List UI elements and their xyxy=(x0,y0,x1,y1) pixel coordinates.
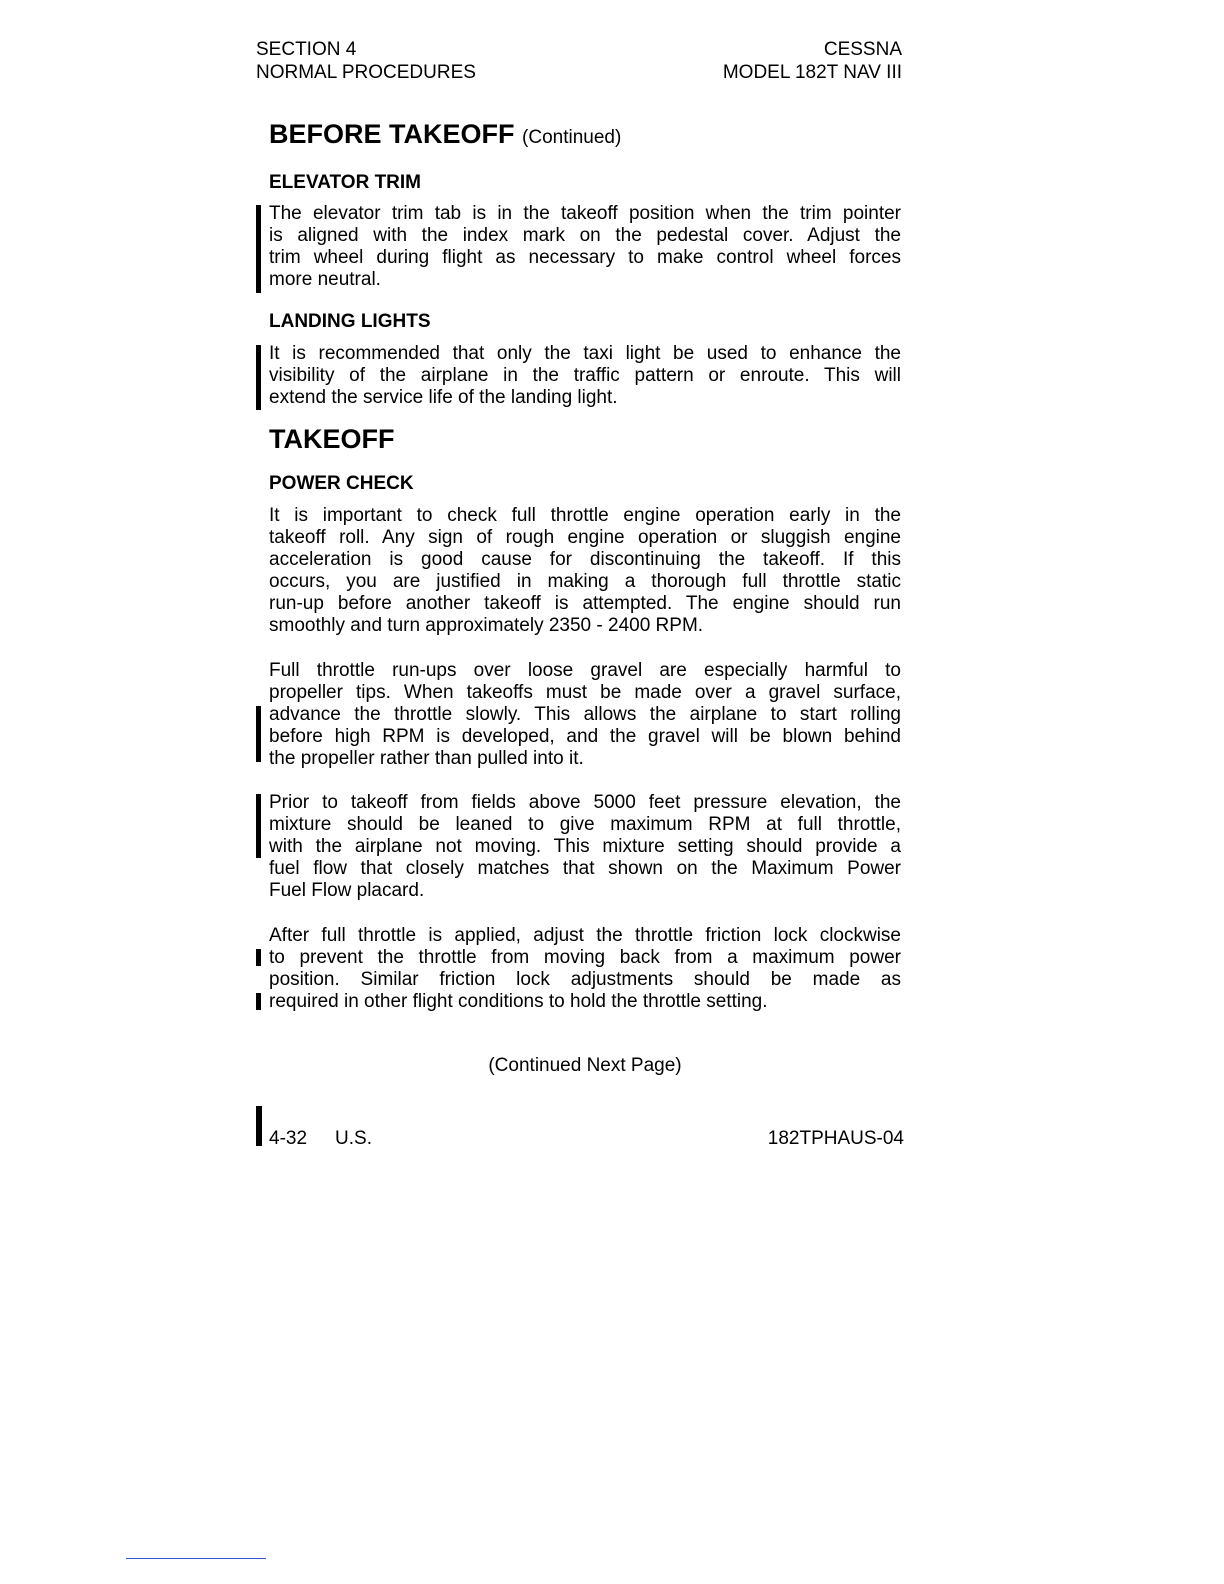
text-line: acceleration is good cause for discontinuing the takeoff. If this xyxy=(269,549,901,570)
text-line: After full throttle is applied, adjust the throttle friction lock clockwise xyxy=(269,925,901,946)
landing-lights-heading: LANDING LIGHTS xyxy=(269,311,431,332)
manufacturer-label: CESSNA xyxy=(823,39,902,60)
text-line: extend the service life of the landing light. xyxy=(269,387,618,408)
takeoff-heading: TAKEOFF xyxy=(269,424,395,454)
bottom-rule xyxy=(126,1558,266,1559)
section-title: NORMAL PROCEDURES xyxy=(256,62,476,83)
text-line: run-up before another takeoff is attempted. The engine should run xyxy=(269,593,901,614)
text-line: position. Similar friction lock adjustments should be made as xyxy=(269,969,901,990)
before-takeoff-title: BEFORE TAKEOFF xyxy=(269,119,515,149)
text-line: is aligned with the index mark on the pedestal cover. Adjust the xyxy=(269,225,901,246)
power-check-paragraph-4 xyxy=(269,925,901,1013)
text-line: visibility of the airplane in the traffic pattern or enroute. This will xyxy=(269,365,901,386)
text-line: smoothly and turn approximately 2350 - 2400 RPM. xyxy=(269,615,704,636)
text-line: advance the throttle slowly. This allows the airplane to start rolling xyxy=(269,704,901,725)
text-line: required in other flight conditions to hold the throttle setting. xyxy=(269,991,768,1012)
text-line: propeller tips. When takeoffs must be made over a gravel surface, xyxy=(269,682,901,703)
revision-bar xyxy=(256,1106,262,1146)
page-header-right xyxy=(723,38,902,84)
text-line: Fuel Flow placard. xyxy=(269,880,425,901)
text-line: occurs, you are justified in making a thorough full throttle static xyxy=(269,571,901,592)
page-footer-left xyxy=(269,1127,372,1150)
text-line: mixture should be leaned to give maximum RPM at full throttle, xyxy=(269,814,901,835)
elevator-trim-paragraph xyxy=(269,203,901,291)
power-check-paragraph-3 xyxy=(269,792,901,902)
revision-bar xyxy=(256,205,261,293)
document-id: 182TPHAUS-04 xyxy=(767,1128,904,1149)
revision-bar xyxy=(256,345,261,410)
landing-lights-paragraph xyxy=(269,343,901,409)
revision-bar xyxy=(256,706,261,762)
text-line: fuel flow that closely matches that shown on the Maximum Power xyxy=(269,858,901,879)
power-check-paragraph-2 xyxy=(269,660,901,770)
before-takeoff-heading xyxy=(269,118,621,154)
power-check-paragraph-1 xyxy=(269,505,901,637)
continued-next-page-note: (Continued Next Page) xyxy=(488,1055,682,1076)
power-check-heading: POWER CHECK xyxy=(269,473,414,494)
text-line: takeoff roll. Any sign of rough engine operation or sluggish engine xyxy=(269,527,901,548)
text-line: Full throttle run-ups over loose gravel are especially harmful to xyxy=(269,660,901,681)
elevator-trim-heading: ELEVATOR TRIM xyxy=(269,172,421,193)
text-line: It is important to check full throttle engine operation early in the xyxy=(269,505,901,526)
revision-bar xyxy=(256,794,261,858)
text-line: before high RPM is developed, and the gravel will be blown behind xyxy=(269,726,901,747)
region-label: U.S. xyxy=(335,1128,372,1149)
page-number: 4-32 xyxy=(269,1128,308,1149)
text-line: Prior to takeoff from fields above 5000 feet pressure elevation, the xyxy=(269,792,901,813)
text-line: to prevent the throttle from moving back from a maximum power xyxy=(269,947,901,968)
continued-label: (Continued) xyxy=(522,127,622,148)
page-header-left xyxy=(256,38,476,84)
section-label: SECTION 4 xyxy=(256,39,357,60)
model-label: MODEL 182T NAV III xyxy=(722,62,902,83)
text-line: with the airplane not moving. This mixture setting should provide a xyxy=(269,836,901,857)
revision-bar xyxy=(256,949,261,966)
text-line: the propeller rather than pulled into it. xyxy=(269,748,584,769)
text-line: It is recommended that only the taxi light be used to enhance the xyxy=(269,343,901,364)
text-line: more neutral. xyxy=(269,269,381,290)
text-line: The elevator trim tab is in the takeoff position when the trim pointer xyxy=(269,203,901,224)
revision-bar xyxy=(256,993,261,1010)
text-line: trim wheel during flight as necessary to make control wheel forces xyxy=(269,247,901,268)
